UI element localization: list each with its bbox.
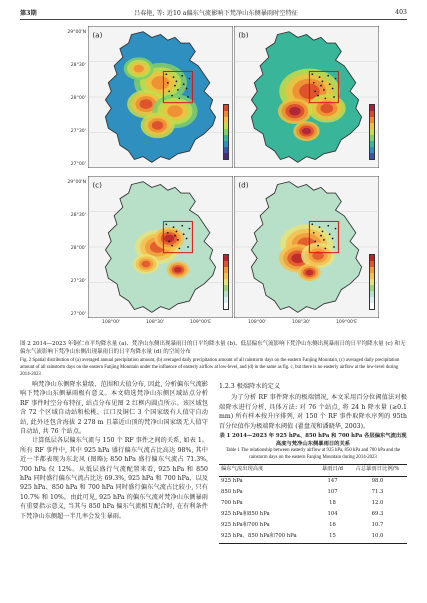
precip-contour bbox=[302, 128, 311, 135]
station-dot bbox=[333, 246, 335, 248]
lat-tick-label: 28°30' bbox=[70, 63, 86, 68]
table-cell: 925 hPa bbox=[221, 478, 243, 485]
map-panel-c bbox=[88, 176, 233, 318]
station-dot bbox=[319, 76, 321, 78]
station-dot bbox=[317, 95, 319, 97]
lon-tick-label: 108°30' bbox=[146, 320, 165, 325]
lat-tick-label: 28°00' bbox=[70, 96, 86, 101]
station-dot bbox=[167, 82, 169, 84]
table-cell: 147 bbox=[327, 478, 338, 485]
table-cell: 98.0 bbox=[371, 478, 384, 485]
lat-tick-label: 28°30' bbox=[70, 213, 86, 218]
precip-contour bbox=[140, 99, 153, 109]
panel-label: (c) bbox=[92, 180, 102, 190]
station-dot bbox=[168, 90, 170, 92]
table-cell: 104 bbox=[327, 511, 338, 518]
table-caption-zh: 表 1 2014—2023 年 925 hPa、850 hPa 和 700 hPa 各层偏东气流出现高度与梵净山东侧暴雨日的关系 bbox=[219, 433, 407, 447]
figure-caption-en: Fig. 2 Spatial distribution of (a) averaged annual precipitation amount, (b) averaged daily precipitation amount of all rainstorm days on the eastern Fanjing Mountain, (c) averaged daily precipitation amount of all rainstorm days on the eastern Fanjing Mountain under the influence of easterly airflow at low-level, and (d) in the same as fig. c, but there is no easterly airflow at the low-level during 2014-2023 bbox=[20, 358, 400, 378]
table-header: 偏东气流出现高度 bbox=[221, 466, 264, 473]
station-dot bbox=[319, 226, 321, 228]
station-dot bbox=[177, 239, 179, 241]
paragraph: 计算低层各层偏东气流与 150 个 RF 事件之间的关系, 如表 1。所有 RF 事件中, 其中 925 hPa 盛行偏东气流占比高达 98%, 其中近一半都表现为东北风 (图略); 850 hPa 盛行偏东气流占 71.3%, 700 hPa 仅 12%。从低层盛行气流配置来看, 925 hPa 和 850 hPa 同时盛行偏东气流占比达 69.3%, 925 hPa 和 700 hPa、以及 925 hPa、850 hPa 和 700 hPa 同时盛行偏东气流占比较小, 只有 10.7% 和 10%。由此可见, 925 hPa 的偏东气流对梵净山东侧暴雨有重要指示意义, 当其与 850 hPa 偏东气流相互配合时, 在有利条件下梵净山东侧超一半几率会发生暴雨。 bbox=[20, 437, 208, 520]
map-d bbox=[234, 176, 379, 318]
lat-tick-label: 27°30' bbox=[70, 279, 86, 284]
station-dot bbox=[186, 88, 188, 90]
station-dot bbox=[313, 232, 315, 234]
station-dot bbox=[324, 98, 326, 100]
map-panel-b bbox=[234, 26, 379, 168]
table-caption-en: Table 1 The relationship between easterly airflow at 925 hPa, 850 hPa and 700 hPa and the rainstorm days on the eastern Fanjing Mountain during 2014-2023 bbox=[225, 448, 401, 460]
figure-caption-zh: 图 2 2014—2023 年铜仁市平均降水量 (a)、梵净山东侧出现暴雨日的日平均降水量 (b)、低层偏东气流影响下梵净山东侧出现暴雨日的日平均降水量 (c) 和无偏东气流影响下梵净山东侧出现暴雨日的日平均降水量 (d) 的空间分布 bbox=[20, 341, 406, 355]
map-b bbox=[234, 26, 379, 168]
station-dot bbox=[332, 88, 334, 90]
table-cell: 925 hPa和850 hPa bbox=[221, 511, 270, 518]
table-header: 占总暴雨日比例/% bbox=[355, 466, 400, 473]
station-dot bbox=[183, 233, 185, 235]
table-cell: 700 hPa bbox=[221, 500, 243, 507]
station-dot bbox=[187, 96, 189, 98]
lon-tick-label: 108°00' bbox=[102, 320, 121, 325]
section-title: 1.2.3 极端降水的定义 bbox=[219, 383, 281, 390]
station-dot bbox=[173, 226, 175, 228]
station-dot bbox=[311, 223, 313, 225]
map-panel-a bbox=[88, 26, 233, 168]
station-dot bbox=[324, 248, 326, 250]
station-dot bbox=[174, 235, 176, 237]
precip-contour bbox=[152, 121, 164, 130]
station-dot bbox=[320, 85, 322, 87]
paragraph: 响梵净山东侧降水量级、范围和大值分布, 因此, 分析偏东气流影响下梵净山东侧暴雨极有意义。本文筛选梵净山东侧区域站点分析 RF 事件时空分布特征, 站点分布见图 2 红框内圆点所示。该区域包含 72 个区域自动站和松桃、江口及铜仁 3 个国家级有人值守自动站, 此外还包含海拔 2 278 m 且靠近山顶的梵净山国家级无人值守自动站, 共 76 个站点。 bbox=[20, 381, 208, 436]
precip-contour bbox=[174, 267, 182, 273]
paragraph: 为了分析 RF 事件降水的极端情况, 本文采用百分位阈值法对极端降水进行分析, 具体方法: 对 76 个站点, 将 24 h 降水量 (≥0.1 mm) 所有样本按升序排列, 对 150 个 RF 事件取降水序列的 95th 百分位值作为极端降水阈值 (翟盘茂和潘晓华, 2003)。 bbox=[219, 394, 407, 430]
panel-label: (d) bbox=[238, 180, 249, 190]
precip-contour bbox=[320, 104, 333, 114]
station-dot bbox=[311, 73, 313, 75]
station-dot bbox=[165, 223, 167, 225]
table-cell: 925 hPa、850 hPa和700 hPa bbox=[221, 533, 297, 540]
station-dot bbox=[186, 238, 188, 240]
station-dot bbox=[322, 81, 324, 83]
table-cell: 16 bbox=[329, 522, 336, 529]
lon-tick-label: 108°00' bbox=[248, 320, 267, 325]
station-dot bbox=[178, 98, 180, 100]
station-dot bbox=[165, 73, 167, 75]
table-row bbox=[219, 532, 407, 544]
station-dot bbox=[183, 83, 185, 85]
colorbar bbox=[223, 254, 229, 310]
precip-contour bbox=[289, 107, 301, 116]
station-dot bbox=[168, 240, 170, 242]
running-title: 吕春艳, 等: 近10 a偏东气流影响下梵净山东侧暴雨时空特征 bbox=[134, 10, 298, 17]
station-dot bbox=[176, 231, 178, 233]
lon-tick-label: 109°00'E bbox=[190, 320, 212, 325]
panel-label: (b) bbox=[238, 30, 249, 40]
station-dot bbox=[329, 83, 331, 85]
right-column bbox=[219, 380, 407, 544]
table-cell: 18 bbox=[329, 500, 336, 507]
station-dot bbox=[335, 228, 337, 230]
station-dot bbox=[314, 240, 316, 242]
station-dot bbox=[171, 95, 173, 97]
lat-tick-label: 28°00' bbox=[70, 246, 86, 251]
table-cell: 107 bbox=[327, 489, 338, 496]
table-cell: 10.0 bbox=[371, 533, 384, 540]
table-cell: 71.3 bbox=[371, 489, 384, 496]
issue-label: 第3期 bbox=[20, 10, 37, 17]
station-dot bbox=[327, 225, 329, 227]
station-dot bbox=[181, 75, 183, 77]
station-dot bbox=[317, 245, 319, 247]
table-row bbox=[219, 499, 407, 510]
station-dot bbox=[167, 232, 169, 234]
station-dot bbox=[327, 75, 329, 77]
station-dot bbox=[176, 81, 178, 83]
page-number: 403 bbox=[395, 9, 407, 16]
table-cell: 850 hPa bbox=[221, 489, 243, 496]
panel-label: (a) bbox=[92, 30, 103, 40]
left-column bbox=[20, 380, 208, 521]
lon-tick-label: 109°00'E bbox=[336, 320, 358, 325]
station-dot bbox=[323, 89, 325, 91]
figure-2 bbox=[67, 24, 368, 337]
table-row bbox=[219, 476, 407, 488]
station-dot bbox=[322, 231, 324, 233]
station-dot bbox=[187, 246, 189, 248]
lat-tick-label: 29°00'N bbox=[67, 30, 86, 35]
station-dot bbox=[177, 89, 179, 91]
page-header bbox=[20, 6, 407, 20]
precip-contour bbox=[142, 261, 151, 268]
table-cell: 10.7 bbox=[371, 522, 384, 529]
precip-contour bbox=[152, 76, 170, 90]
lon-tick-label: 108°30' bbox=[292, 320, 311, 325]
table-1 bbox=[219, 464, 407, 544]
map-panel-d bbox=[234, 176, 379, 318]
station-dot bbox=[189, 228, 191, 230]
precip-contour bbox=[306, 270, 314, 276]
station-dot bbox=[329, 233, 331, 235]
station-dot bbox=[323, 239, 325, 241]
station-dot bbox=[320, 235, 322, 237]
station-dot bbox=[181, 225, 183, 227]
lat-tick-label: 27°30' bbox=[70, 129, 86, 134]
table-row bbox=[219, 510, 407, 521]
lat-tick-label: 29°00'N bbox=[67, 180, 86, 185]
station-dot bbox=[173, 76, 175, 78]
table-cell: 925 hPa和700 hPa bbox=[221, 522, 270, 529]
table-cell: 15 bbox=[329, 533, 336, 540]
precip-contour bbox=[134, 65, 144, 73]
table-header: 暴雨日/d bbox=[322, 466, 344, 473]
station-dot bbox=[314, 90, 316, 92]
station-dot bbox=[171, 245, 173, 247]
map-a bbox=[88, 26, 233, 168]
station-dot bbox=[313, 82, 315, 84]
station-dot bbox=[332, 238, 334, 240]
station-dot bbox=[335, 78, 337, 80]
table-cell: 12.0 bbox=[371, 500, 384, 507]
colorbar bbox=[369, 254, 375, 310]
colorbar bbox=[223, 104, 229, 160]
precip-contour bbox=[167, 105, 182, 117]
station-dot bbox=[189, 78, 191, 80]
lat-tick-label: 27°00' bbox=[70, 162, 86, 167]
map-c bbox=[88, 176, 233, 318]
station-dot bbox=[178, 248, 180, 250]
table-cell: 69.3 bbox=[371, 511, 384, 518]
station-dot bbox=[174, 85, 176, 87]
colorbar bbox=[369, 104, 375, 160]
lat-tick-label: 27°00' bbox=[70, 312, 86, 317]
table-row bbox=[219, 521, 407, 532]
table-row bbox=[219, 488, 407, 499]
station-dot bbox=[333, 96, 335, 98]
